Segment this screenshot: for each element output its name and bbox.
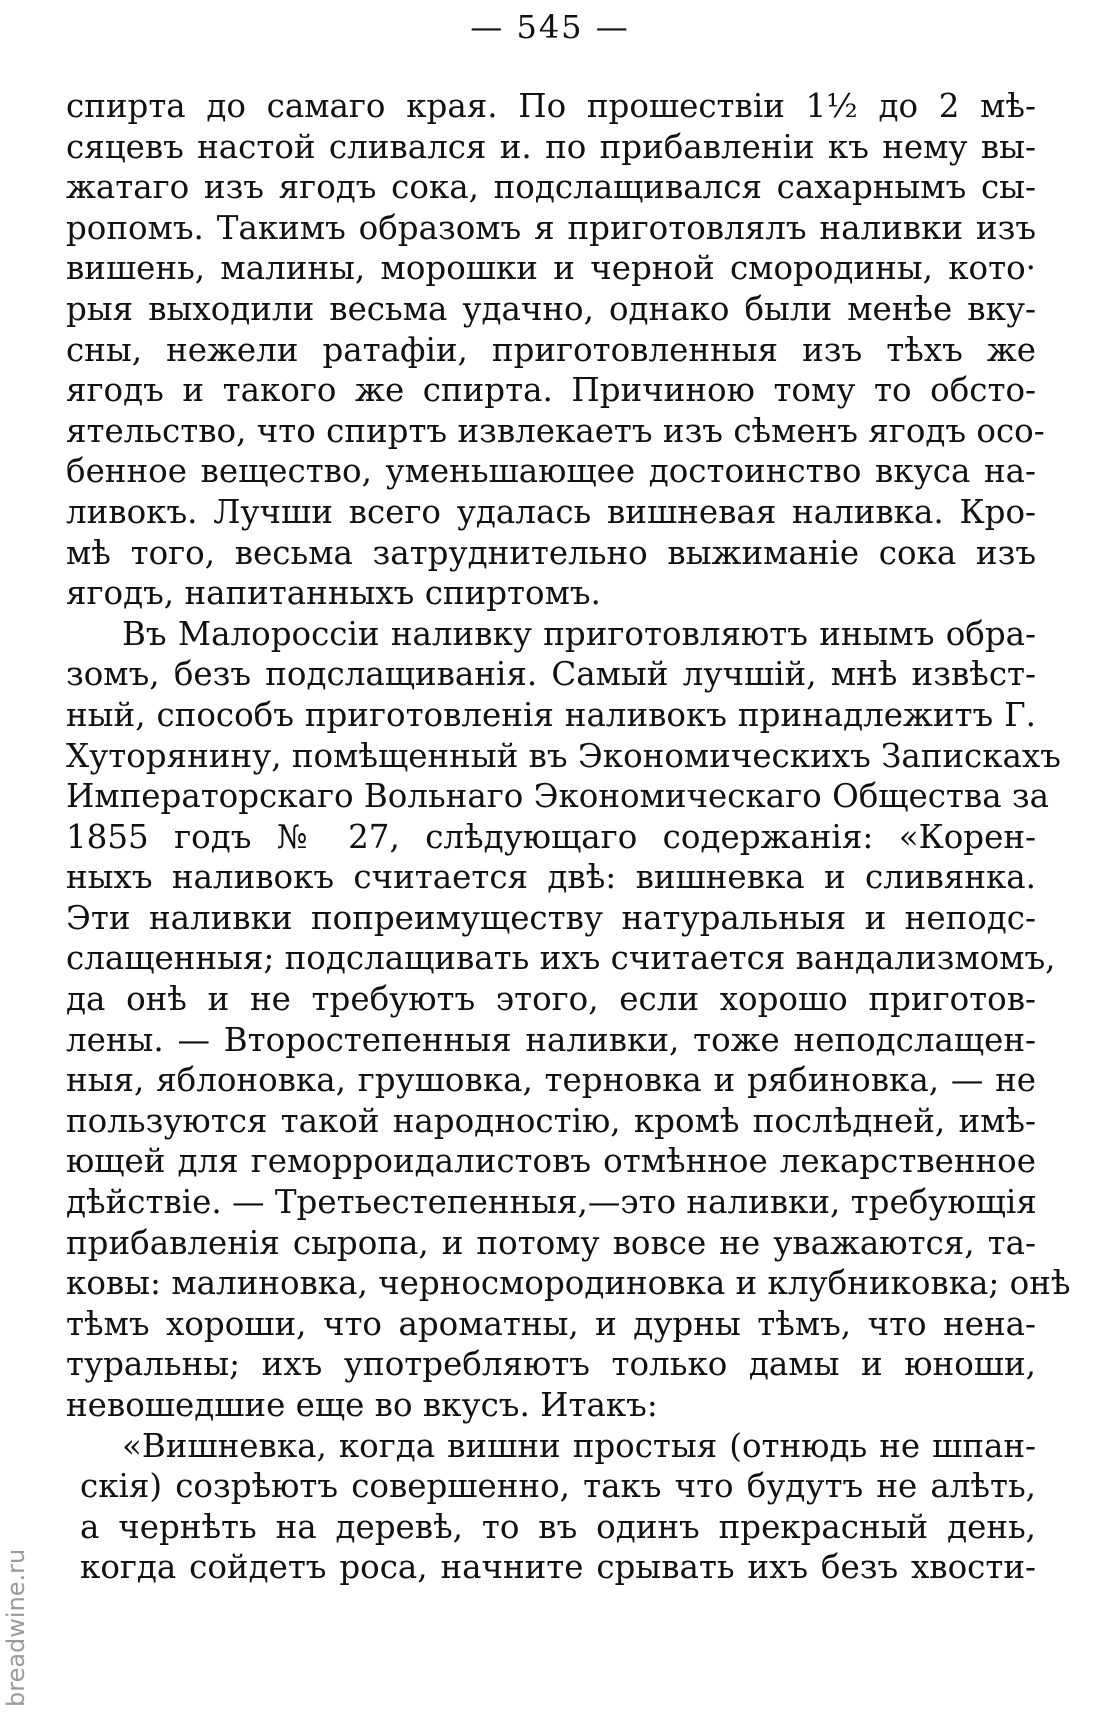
text-line: а чернѣть на деревѣ, то въ одинъ прекрасный день,	[80, 1507, 1036, 1546]
paragraph-start-line: «Вишневка, когда вишни простыя (отнюдь не шпан-	[122, 1426, 1036, 1465]
text-line: прибавленія сыропа, и потому вовсе не уважаются, та-	[66, 1223, 1036, 1262]
text-line: Императорскаго Вольнаго Экономическаго Общества за	[66, 777, 1050, 816]
text-line: мѣ того, весьма затруднительно выжиманіе сока изъ	[66, 533, 1036, 572]
text-line: дѣйствіе. — Третьестепенныя,—это наливки, требующія	[66, 1183, 1037, 1222]
text-line: ныхъ наливокъ считается двѣ: вишневка и сливянка.	[66, 858, 1036, 897]
text-line: зомъ, безъ подслащиванія. Самый лучшій, мнѣ извѣст-	[66, 655, 1036, 694]
text-line: слащенныя; подслащивать ихъ считается вандализмомъ,	[66, 939, 1056, 978]
text-line: сяцевъ настой сливался и. по прибавленіи къ нему вы-	[66, 127, 1036, 166]
text-line: ковы: малиновка, черносмородиновка и клубниковка; онѣ	[66, 1264, 1071, 1303]
text-line: Эти наливки попреимуществу натуральныя и неподс-	[66, 898, 1036, 937]
text-line: туральны; ихъ употребляютъ только дамы и юноши,	[66, 1345, 1036, 1384]
text-line: ятельство, что спиртъ извлекаетъ изъ сѣменъ ягодъ осо-	[66, 411, 1045, 450]
watermark-text: breadwine.ru	[2, 1548, 30, 1707]
text-line: жатаго изъ ягодъ сока, подслащивался сахарнымъ сы-	[66, 168, 1036, 207]
text-line: пользуются такой народностію, кромѣ послѣдней, имѣ-	[66, 1101, 1036, 1140]
text-line: невошедшие еще во вкусъ. Итакъ:	[66, 1386, 658, 1424]
text-line: ный, способъ приготовленія наливокъ принадлежитъ Г.	[66, 695, 1036, 734]
text-line: ныя, яблоновка, грушовка, терновка и рябиновка, — не	[66, 1061, 1036, 1100]
text-line: вишень, малины, морошки и черной смородины, кото·	[66, 249, 1036, 288]
text-line: рыя выходили весьма удачно, однако были менѣе вку-	[66, 289, 1036, 328]
text-line: сны, нежели ратафіи, приготовленныя изъ тѣхъ же	[66, 330, 1036, 369]
text-line: тѣмъ хороши, что ароматны, и дурны тѣмъ, что нена-	[66, 1304, 1036, 1343]
text-line: когда сойдетъ роса, начните срывать ихъ безъ хвости-	[80, 1548, 1036, 1587]
body-text	[66, 86, 1071, 1588]
paragraph-start-line: Въ Малороссіи наливку приготовляютъ инымъ обра-	[122, 614, 1036, 653]
text-line: Хуторянину, помѣщенный въ Экономическихъ Запискахъ	[66, 736, 1061, 775]
text-line: лены. — Второстепенныя наливки, тоже неподслащен-	[66, 1020, 1036, 1059]
text-line: бенное вещество, уменьшающее достоинство вкуса на-	[66, 452, 1036, 491]
text-line: ющей для геморроидалистовъ отмѣнное лекарственное	[66, 1142, 1036, 1181]
text-line: ягодъ, напитанныхъ спиртомъ.	[66, 574, 601, 613]
text-line: да онѣ и не требуютъ этого, если хорошо приготов-	[66, 980, 1036, 1019]
text-line: ягодъ и такого же спирта. Причиною тому то обсто-	[66, 371, 1036, 410]
text-line: ливокъ. Лучши всего удалась вишневая наливка. Кро-	[66, 492, 1036, 531]
text-line: ропомъ. Такимъ образомъ я приготовлялъ наливки изъ	[66, 208, 1036, 247]
text-line: 1855 годъ № 27, слѣдующаго содержанія: «Корен-	[66, 817, 1036, 856]
text-line: спирта до самаго края. По прошествіи 1½ до 2 мѣ-	[66, 87, 1036, 125]
page-number: — 545 —	[470, 8, 630, 46]
text-line: скія) созрѣютъ совершенно, такъ что будутъ не алѣть,	[80, 1467, 1036, 1506]
